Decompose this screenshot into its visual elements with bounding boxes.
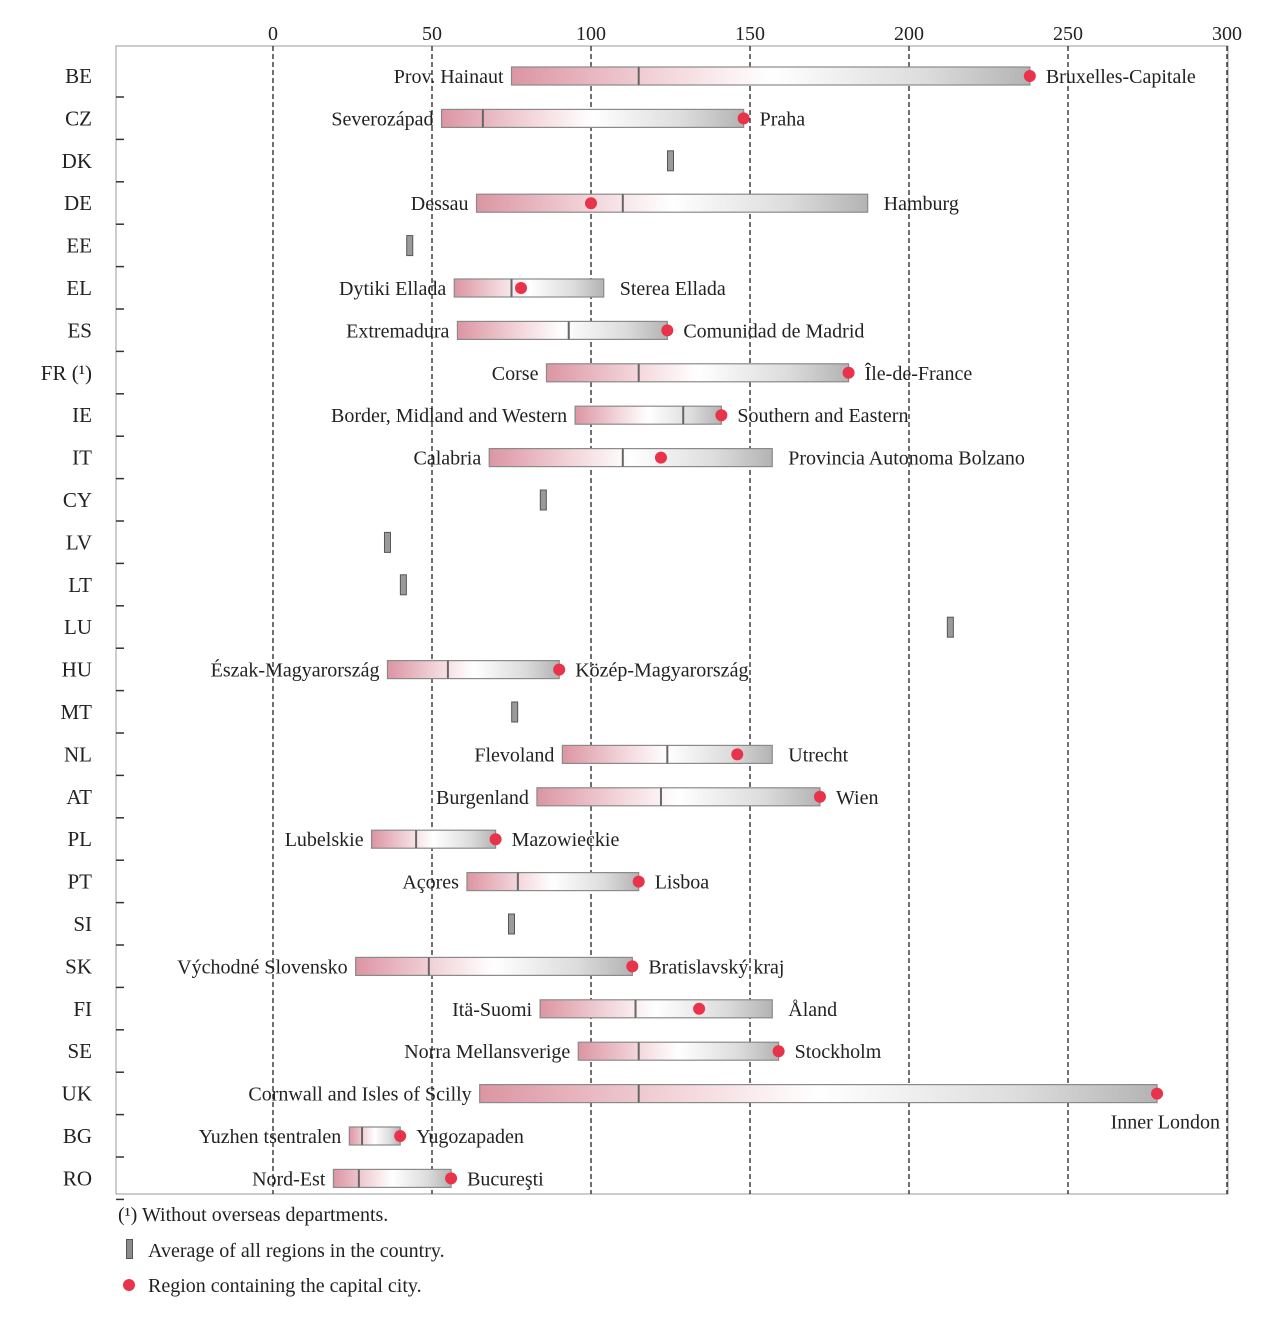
country-label: RO — [62, 1166, 92, 1191]
range-bar — [457, 321, 667, 339]
min-region-label: Nord-Est — [252, 1168, 326, 1191]
country-label: SE — [67, 1039, 92, 1064]
legend-average-label: Average of all regions in the country. — [148, 1240, 445, 1262]
min-region-label: Burgenland — [435, 786, 529, 809]
chart-row — [61, 700, 518, 733]
max-region-label: Île-de-France — [864, 362, 973, 385]
max-region-label: Utrecht — [788, 744, 849, 767]
chart-row — [67, 870, 709, 903]
max-region-label: Yugozapaden — [416, 1126, 524, 1148]
chart-row — [64, 615, 953, 648]
chart-row — [62, 149, 674, 182]
min-region-label: Dessau — [410, 193, 469, 216]
country-label: CZ — [65, 106, 92, 131]
country-label: LT — [68, 572, 92, 597]
min-region-label: Norra Mellansverige — [404, 1041, 571, 1064]
country-label: IE — [72, 403, 92, 428]
capital-dot-icon — [118, 1275, 140, 1298]
max-region-label: Bratislavský kraj — [648, 956, 785, 979]
chart-row — [64, 191, 959, 224]
country-label: HU — [61, 657, 92, 682]
capital-marker — [661, 324, 673, 336]
max-region-label: Åland — [788, 998, 838, 1021]
capital-marker — [553, 664, 565, 676]
average-marker — [540, 490, 546, 510]
range-bar — [442, 109, 744, 127]
chart-row — [72, 403, 908, 436]
range-bar — [477, 194, 868, 212]
min-region-label: Észak-Magyarország — [210, 659, 380, 682]
range-bar — [578, 1042, 778, 1060]
x-tick-label: 250 — [1053, 23, 1083, 45]
capital-marker — [394, 1130, 406, 1142]
chart-row — [67, 827, 619, 860]
range-bar — [372, 830, 496, 848]
chart-row — [41, 361, 973, 394]
chart-row — [65, 106, 805, 139]
country-label: UK — [61, 1081, 92, 1106]
chart-row — [73, 997, 837, 1030]
average-marker-icon — [118, 1239, 140, 1263]
min-region-label: Flevoland — [474, 744, 555, 767]
country-label: FR (¹) — [40, 360, 92, 385]
average-marker — [400, 575, 406, 595]
country-label: BG — [62, 1124, 92, 1148]
country-label: CY — [62, 488, 92, 512]
chart-row — [73, 912, 514, 945]
range-bar — [349, 1127, 400, 1145]
capital-marker — [1151, 1088, 1163, 1100]
average-marker — [947, 617, 953, 637]
capital-marker — [626, 960, 638, 972]
x-axis-ticks — [268, 23, 1242, 45]
max-region-label: Inner London — [1110, 1111, 1220, 1134]
range-bar — [480, 1085, 1157, 1103]
max-region-label: Bruxelles-Capitale — [1045, 66, 1196, 88]
capital-marker — [843, 367, 855, 379]
max-region-label: Bucureşti — [467, 1168, 544, 1191]
min-region-label: Extremadura — [346, 320, 450, 343]
max-region-label: Comunidad de Madrid — [683, 320, 865, 343]
max-region-label: Praha — [759, 108, 806, 131]
range-bar — [537, 788, 820, 806]
x-tick-label: 200 — [894, 23, 924, 45]
min-region-label: Border, Midland and Western — [331, 405, 568, 428]
max-region-label: Stockholm — [794, 1041, 882, 1064]
range-bar — [575, 406, 721, 424]
capital-marker — [655, 452, 667, 464]
chart-rows — [41, 64, 1220, 1199]
range-bar — [356, 957, 633, 975]
legend-footnote — [118, 1204, 445, 1227]
legend-capital-label: Region containing the capital city. — [148, 1275, 422, 1297]
country-label: DE — [64, 191, 92, 216]
x-tick-label: 100 — [576, 23, 606, 45]
country-label: DK — [61, 148, 92, 173]
chart-row — [64, 742, 849, 775]
chart-row — [65, 954, 784, 987]
country-label: BE — [65, 64, 92, 88]
gridlines — [273, 46, 1227, 1194]
legend-capital — [118, 1275, 445, 1298]
max-region-label: Southern and Eastern — [737, 405, 909, 428]
min-region-label: Prov. Hainaut — [393, 66, 504, 88]
min-region-label: Východné Slovensko — [177, 956, 348, 979]
plot-frame — [116, 46, 1228, 1194]
min-region-label: Cornwall and Isles of Scilly — [248, 1083, 472, 1106]
min-region-label: Calabria — [413, 447, 482, 470]
chart-row — [63, 488, 546, 521]
country-label: LU — [64, 615, 92, 640]
country-label: SI — [73, 912, 92, 936]
average-marker — [512, 702, 518, 722]
capital-marker — [585, 197, 597, 209]
range-bar — [387, 661, 559, 679]
max-region-label: Provincia Autonoma Bolzano — [788, 447, 1025, 470]
range-bar — [546, 364, 848, 382]
x-tick-label: 50 — [422, 23, 442, 45]
min-region-label: Itä-Suomi — [452, 998, 533, 1021]
min-region-label: Corse — [491, 362, 539, 385]
chart-row — [66, 234, 412, 267]
min-region-label: Lubelskie — [284, 829, 364, 852]
capital-marker — [731, 748, 743, 760]
x-tick-label: 0 — [268, 23, 278, 45]
capital-marker — [445, 1172, 457, 1184]
min-region-label: Açores — [402, 871, 459, 894]
min-region-label: Severozápad — [331, 108, 434, 131]
footnote-text: (¹) Without overseas departments. — [118, 1204, 389, 1226]
capital-marker — [515, 282, 527, 294]
range-bar — [540, 1000, 772, 1018]
capital-marker — [633, 876, 645, 888]
legend-average — [118, 1239, 445, 1263]
chart-row — [65, 64, 1196, 97]
country-label: FI — [73, 996, 92, 1021]
x-tick-label: 300 — [1212, 23, 1242, 45]
max-region-label: Közép-Magyarország — [575, 659, 749, 682]
range-bar — [489, 449, 772, 467]
max-region-label: Mazowieckie — [511, 829, 620, 852]
legend — [118, 1204, 445, 1298]
average-marker — [407, 236, 413, 256]
min-region-label: Dytiki Ellada — [339, 278, 447, 300]
capital-marker — [738, 112, 750, 124]
average-marker — [384, 532, 390, 552]
range-bar — [467, 873, 639, 891]
capital-marker — [1024, 70, 1036, 82]
chart-row — [67, 318, 864, 351]
chart-row — [66, 276, 726, 309]
capital-marker — [715, 409, 727, 421]
country-label: EL — [66, 276, 92, 300]
x-tick-label: 150 — [735, 23, 765, 45]
min-region-label: Yuzhen tsentralen — [198, 1126, 342, 1148]
chart-row — [66, 785, 878, 818]
capital-marker — [814, 791, 826, 803]
chart-row — [66, 530, 391, 563]
average-marker — [509, 914, 515, 934]
range-bar — [512, 67, 1030, 85]
country-label: IT — [72, 445, 92, 470]
max-region-label: Sterea Ellada — [619, 278, 726, 300]
chart-row — [72, 446, 1025, 479]
max-region-label: Wien — [835, 786, 879, 809]
chart-row — [62, 658, 749, 691]
country-label: AT — [66, 784, 92, 809]
country-label: MT — [60, 700, 92, 724]
capital-marker — [693, 1003, 705, 1015]
capital-marker — [773, 1045, 785, 1057]
capital-marker — [490, 833, 502, 845]
country-label: LV — [65, 530, 92, 555]
range-bar — [333, 1169, 451, 1187]
country-label: SK — [65, 954, 92, 979]
max-region-label: Hamburg — [883, 193, 959, 216]
average-marker — [668, 151, 674, 171]
country-label: PT — [67, 869, 92, 894]
range-bar — [454, 279, 603, 297]
chart-row — [68, 573, 406, 606]
chart-row — [67, 1039, 881, 1072]
max-region-label: Lisboa — [654, 871, 710, 894]
country-label: NL — [64, 742, 92, 767]
country-label: EE — [66, 233, 92, 258]
country-label: PL — [67, 827, 92, 852]
chart-row — [63, 1124, 524, 1157]
country-label: ES — [67, 318, 92, 343]
